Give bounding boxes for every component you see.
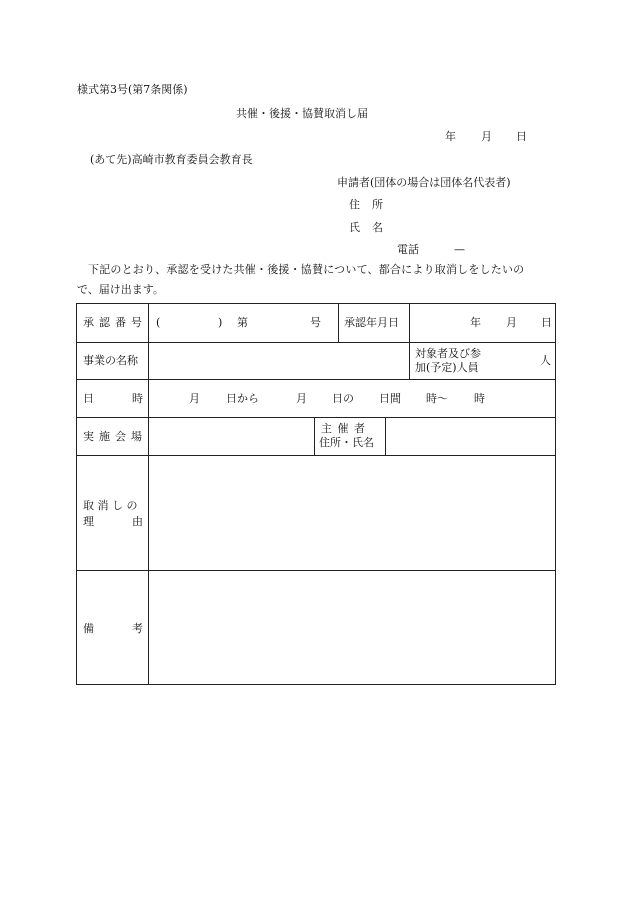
date-year: 年 xyxy=(445,130,456,143)
label-char: 会 xyxy=(115,430,126,443)
approval-number-dai: 第 xyxy=(237,316,248,329)
approval-date-label: 承認年月日 xyxy=(344,316,399,329)
venue-label xyxy=(83,430,142,443)
address-label-char-2: 所 xyxy=(372,198,383,211)
label-char: 実 xyxy=(83,430,94,443)
remarks-label-char-2: 考 xyxy=(132,622,143,635)
organizer-label-line-1: 主 催 者 xyxy=(321,422,366,435)
remarks-label-char-1: 備 xyxy=(83,622,94,635)
label-char: 施 xyxy=(99,430,110,443)
label-char: 場 xyxy=(131,430,142,443)
participants-unit: 人 xyxy=(540,354,551,367)
date-day: 日 xyxy=(516,130,527,143)
date-month: 月 xyxy=(481,130,492,143)
organizer-label-line-2: 住所・氏名 xyxy=(319,436,374,449)
phone-dash: — xyxy=(454,243,465,256)
name-label-char-1: 氏 xyxy=(349,221,360,234)
approval-number-close-paren: ) xyxy=(218,316,223,329)
label-char: 承 xyxy=(83,316,94,329)
datetime-days: 日間 xyxy=(379,392,401,405)
form-table xyxy=(76,303,556,685)
label-char: 番 xyxy=(115,316,126,329)
datetime-label-char-1: 日 xyxy=(83,392,94,405)
applicant-label: 申請者(団体の場合は団体名代表者) xyxy=(337,176,511,189)
datetime-day-2: 日の xyxy=(332,392,354,405)
approval-number-open-paren: ( xyxy=(156,316,161,329)
approval-number-label xyxy=(83,316,142,329)
approval-date-year: 年 xyxy=(470,316,481,329)
label-char: 号 xyxy=(131,316,142,329)
reason-label-char-ri: 理 xyxy=(83,515,94,528)
datetime-hour: 時 xyxy=(474,392,485,405)
phone-label: 電話 xyxy=(397,243,419,256)
datetime-month-2: 月 xyxy=(296,392,307,405)
addressee: (あて先)高崎市教育委員会教育長 xyxy=(90,153,253,166)
reason-label-line-1: 取消しの xyxy=(83,499,141,512)
form-title: 共催・後援・協賛取消し届 xyxy=(236,107,368,120)
participants-label-line-2: 加(予定)人員 xyxy=(415,361,479,374)
event-name-label: 事業の名称 xyxy=(83,354,138,367)
datetime-hour-to: 時～ xyxy=(426,392,448,405)
datetime-day-from: 日から xyxy=(226,392,259,405)
form-number: 様式第3号(第7条関係) xyxy=(77,83,188,96)
name-label-char-2: 名 xyxy=(372,221,383,234)
approval-number-go: 号 xyxy=(310,316,321,329)
body-text-line-2: で、届け出ます。 xyxy=(77,283,164,296)
datetime-month-1: 月 xyxy=(189,392,200,405)
body-text-line-1: 下記のとおり、承認を受けた共催・後援・協賛について、都合により取消しをしたいの xyxy=(88,263,525,276)
address-label-char-1: 住 xyxy=(349,198,360,211)
reason-label-char-yu: 由 xyxy=(132,515,143,528)
datetime-label-char-2: 時 xyxy=(132,392,143,405)
approval-date-month: 月 xyxy=(506,316,517,329)
approval-date-day: 日 xyxy=(541,316,552,329)
participants-label-line-1: 対象者及び参 xyxy=(415,347,481,360)
label-char: 認 xyxy=(99,316,110,329)
